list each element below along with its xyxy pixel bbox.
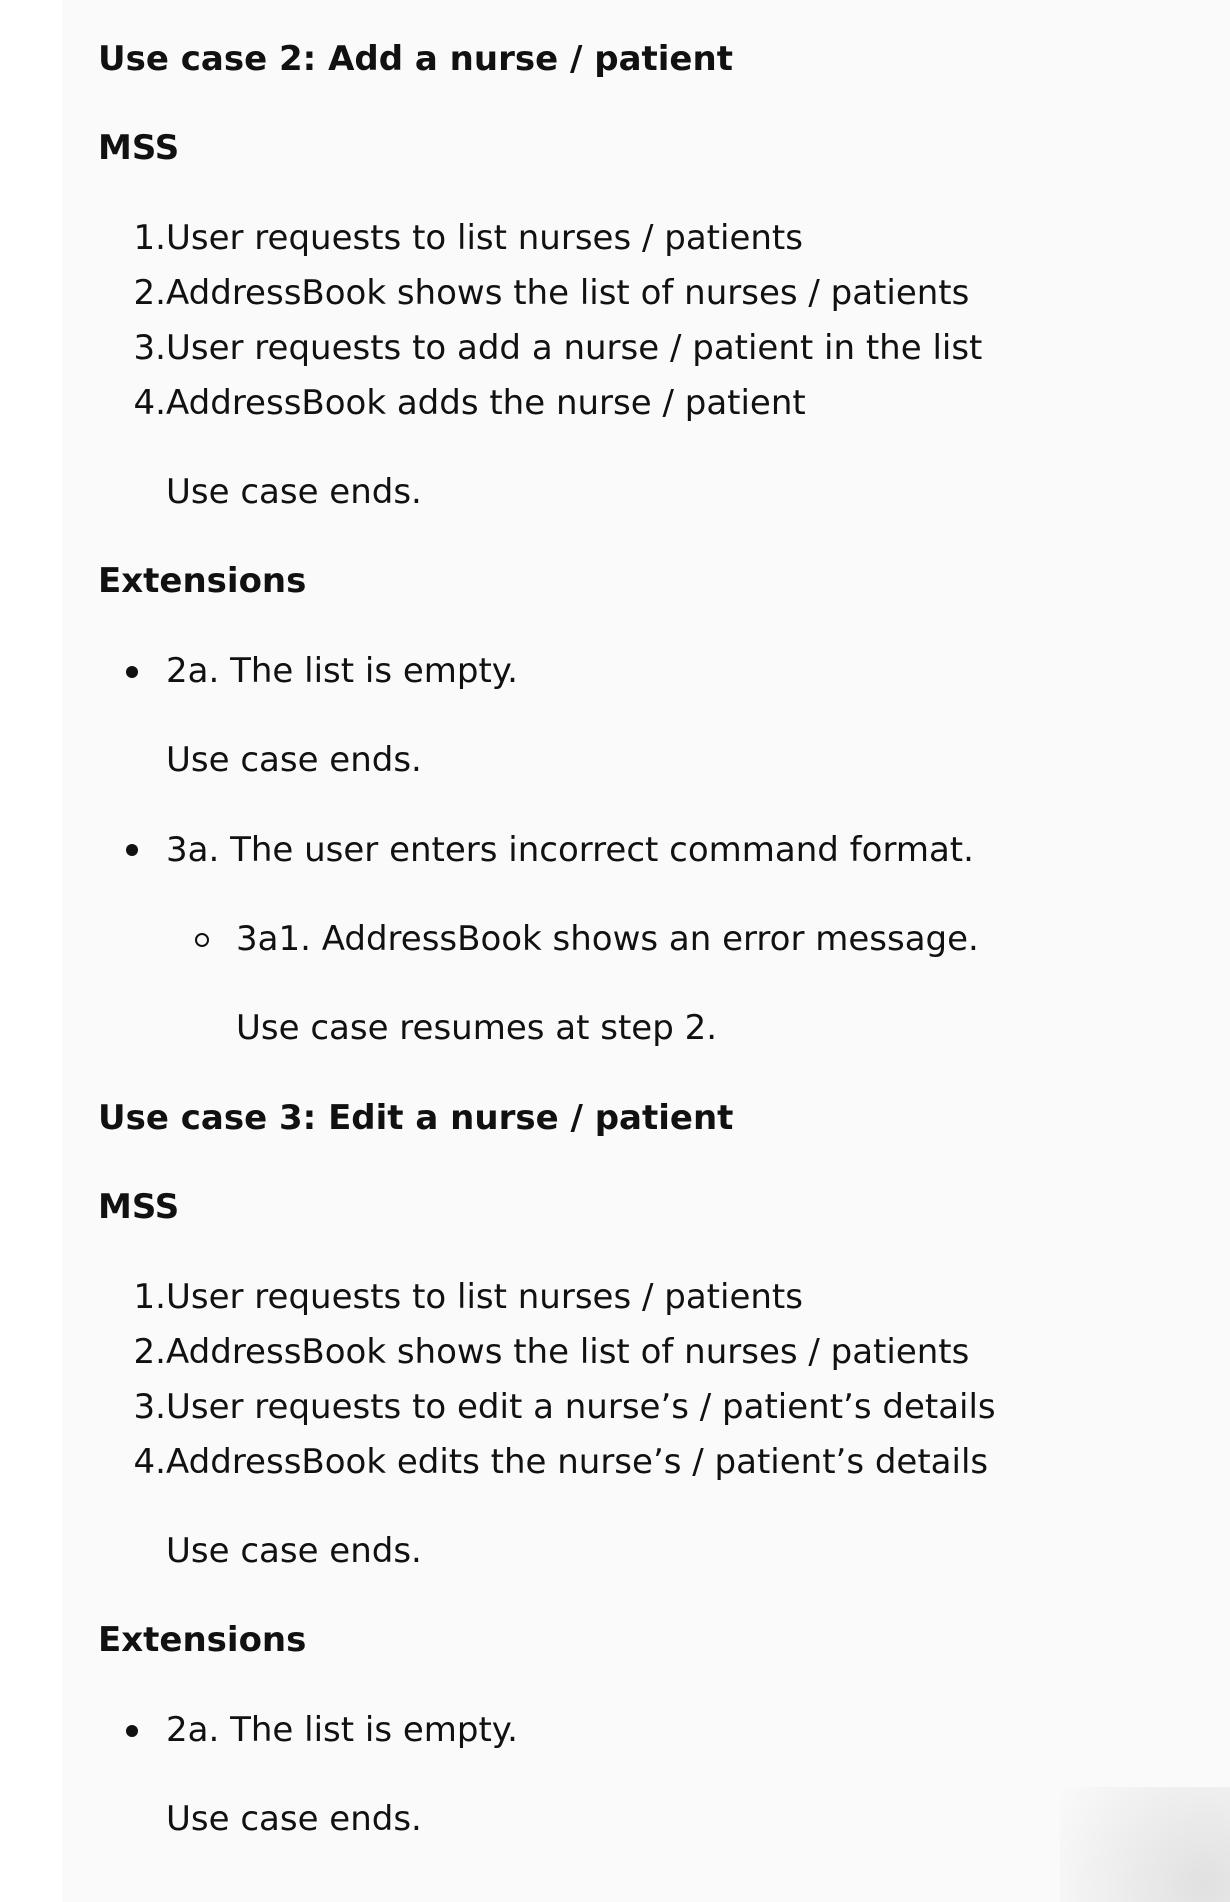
use-case-2-step-1: User requests to list nurses / patients [166,218,803,258]
corner-shadow [1060,1787,1230,1902]
use-case-3-mss-label: MSS [98,1187,180,1227]
use-case-3-step-4-number: 4. [133,1442,166,1482]
use-case-3-step-3-number: 3. [133,1387,166,1427]
use-case-2-heading: Use case 2: Add a nurse / patient [98,39,733,79]
use-case-3-step-4: AddressBook edits the nurse’s / patient’s details [166,1442,989,1482]
use-case-3-step-3: User requests to edit a nurse’s / patient’s details [166,1387,996,1427]
use-case-2-extension-3a1-followup: Use case resumes at step 2. [236,1008,718,1048]
sub-bullet-icon [195,933,209,947]
document-content [62,0,1230,1902]
use-case-2-mss-label: MSS [98,128,180,168]
use-case-2-extension-2a: 2a. The list is empty. [166,651,518,691]
use-case-2-extension-3a: 3a. The user enters incorrect command format. [166,830,974,870]
bullet-icon [126,666,138,678]
use-case-3-heading: Use case 3: Edit a nurse / patient [98,1098,734,1138]
use-case-2-step-4-number: 4. [133,383,166,423]
use-case-3-step-2-number: 2. [133,1332,166,1372]
use-case-2-ends: Use case ends. [166,472,422,512]
use-case-2-step-3-number: 3. [133,328,166,368]
use-case-3-step-1-number: 1. [133,1277,166,1317]
use-case-3-extension-2a: 2a. The list is empty. [166,1710,518,1750]
use-case-2-step-3: User requests to add a nurse / patient in the list [166,328,983,368]
use-case-2-step-4: AddressBook adds the nurse / patient [166,383,806,423]
use-case-2-step-2-number: 2. [133,273,166,313]
use-case-3-extension-2a-followup: Use case ends. [166,1799,422,1839]
use-case-2-extension-3a1: 3a1. AddressBook shows an error message. [236,919,979,959]
bullet-icon [126,1725,138,1737]
use-case-3-step-2: AddressBook shows the list of nurses / patients [166,1332,970,1372]
use-case-3-extensions-label: Extensions [98,1620,307,1660]
use-case-3-step-1: User requests to list nurses / patients [166,1277,803,1317]
bullet-icon [126,844,138,856]
use-case-2-step-1-number: 1. [133,218,166,258]
use-case-2-step-2: AddressBook shows the list of nurses / patients [166,273,970,313]
use-case-2-extensions-label: Extensions [98,561,307,601]
use-case-3-ends: Use case ends. [166,1531,422,1571]
use-case-2-extension-2a-followup: Use case ends. [166,740,422,780]
